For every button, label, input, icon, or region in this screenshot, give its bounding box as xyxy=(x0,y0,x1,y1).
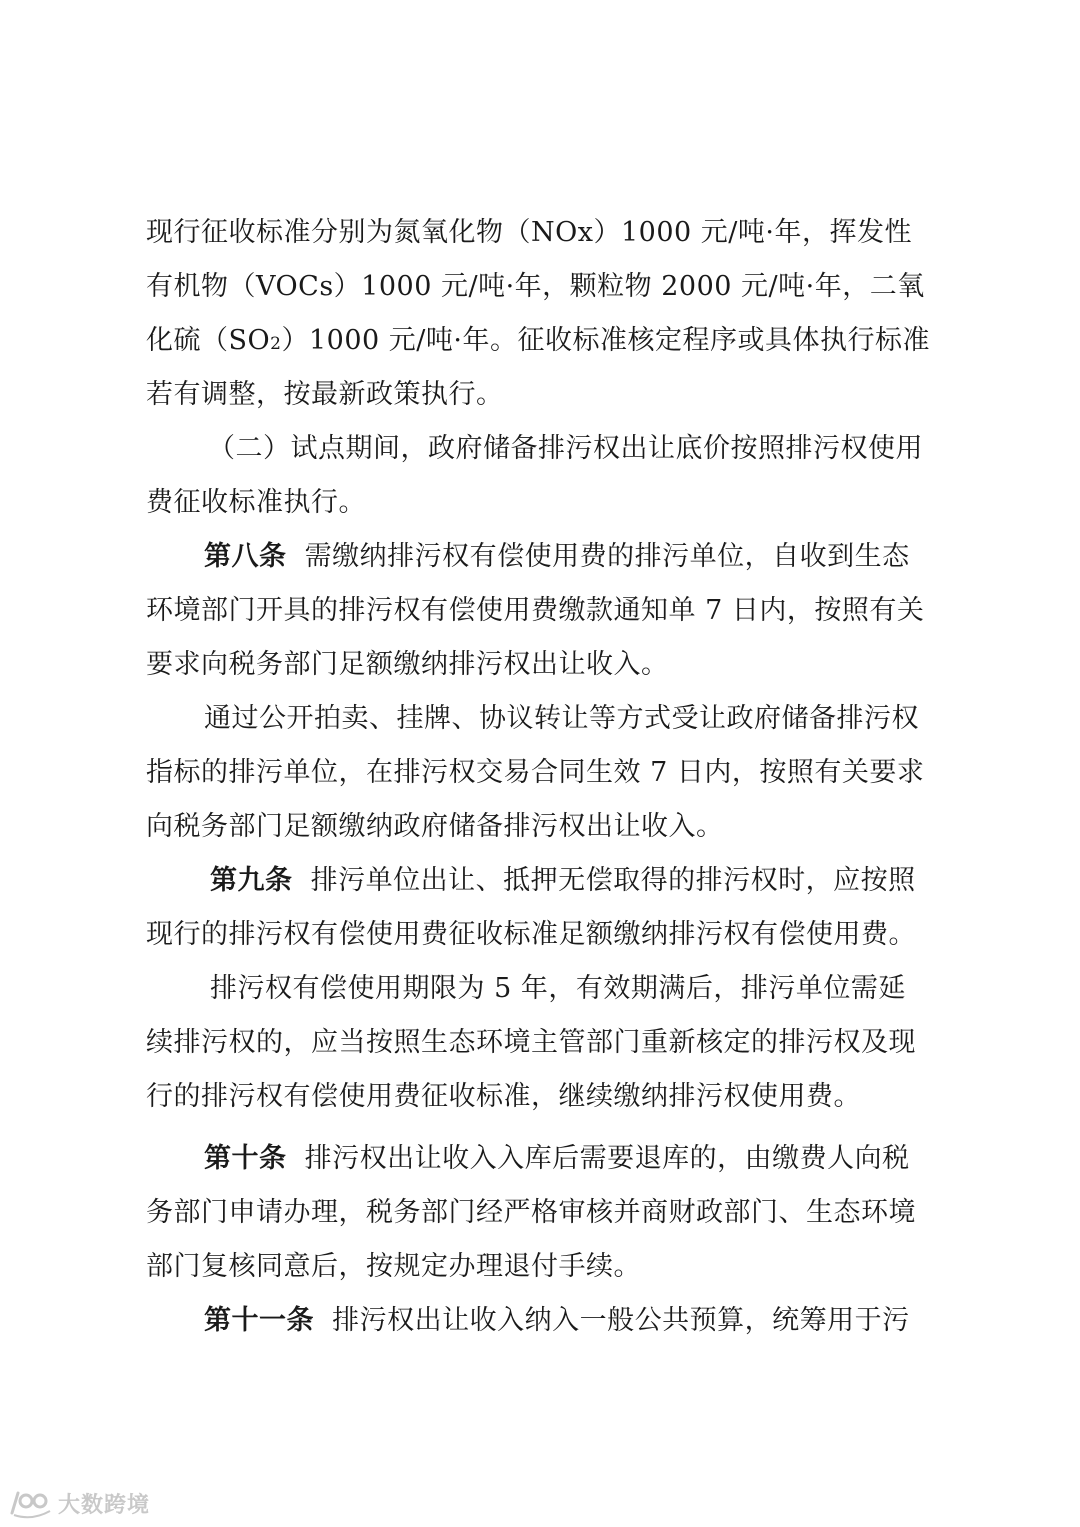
para4-line1: 通过公开拍卖、挂牌、协议转让等方式受让政府储备排污权 xyxy=(204,703,919,734)
para1-line2: 有机物（VOCs）1000 元/吨·年，颗粒物 2000 元/吨·年，二氧 xyxy=(146,271,925,302)
para1-line3-a: 化硫（SO xyxy=(146,325,271,356)
para6-line3: 行的排污权有偿使用费征收标准，继续缴纳排污权使用费。 xyxy=(146,1081,861,1112)
article8-line1-text: 需缴纳排污权有偿使用费的排污单位，自收到生态 xyxy=(304,541,910,572)
article9-heading: 第九条 xyxy=(210,865,293,896)
watermark-text: 大数跨境 xyxy=(58,1492,151,1518)
article8-line3: 要求向税务部门足额缴纳排污权出让收入。 xyxy=(146,649,669,680)
article9-line2: 现行的排污权有偿使用费征收标准足额缴纳排污权有偿使用费。 xyxy=(146,919,916,950)
article10-line3: 部门复核同意后，按规定办理退付手续。 xyxy=(146,1251,641,1282)
article10-line2: 务部门申请办理，税务部门经严格审核并商财政部门、生态环境 xyxy=(146,1197,916,1228)
article8-line2: 环境部门开具的排污权有偿使用费缴款通知单 7 日内，按照有关 xyxy=(146,595,925,626)
para6-line2: 续排污权的，应当按照生态环境主管部门重新核定的排污权及现 xyxy=(146,1027,916,1058)
para6-line1: 排污权有偿使用期限为 5 年，有效期满后，排污单位需延 xyxy=(210,973,906,1004)
para2-line1: （二）试点期间，政府储备排污权出让底价按照排污权使用 xyxy=(208,433,923,464)
article8-line1 xyxy=(204,537,946,577)
para1-line1: 现行征收标准分别为氮氧化物（NOx）1000 元/吨·年，挥发性 xyxy=(146,217,912,248)
article10-line1-text: 排污权出让收入入库后需要退库的，由缴费人向税 xyxy=(304,1143,910,1174)
para1-line3 xyxy=(146,321,946,361)
article9-line1 xyxy=(210,861,946,901)
para1-line3-b: ）1000 元/吨·年。征收标准核定程序或具体执行标准 xyxy=(281,325,930,356)
brand-logo-icon xyxy=(8,1487,54,1519)
para4-line2: 指标的排污单位，在排污权交易合同生效 7 日内，按照有关要求 xyxy=(146,757,925,788)
watermark xyxy=(8,1486,150,1520)
para4-line3: 向税务部门足额缴纳政府储备排污权出让收入。 xyxy=(146,811,724,842)
article10-line1 xyxy=(204,1139,946,1179)
article9-line1-text: 排污单位出让、抵押无偿取得的排污权时，应按照 xyxy=(310,865,916,896)
article11-heading: 第十一条 xyxy=(204,1305,314,1336)
article10-heading: 第十条 xyxy=(204,1143,287,1174)
article11-line1-text: 排污权出让收入纳入一般公共预算，统筹用于污 xyxy=(332,1305,910,1336)
para1-line4: 若有调整，按最新政策执行。 xyxy=(146,379,504,410)
so2-subscript: 2 xyxy=(270,334,282,354)
para2-line2: 费征收标准执行。 xyxy=(146,487,366,518)
article8-heading: 第八条 xyxy=(204,541,287,572)
article11-line1 xyxy=(204,1301,946,1341)
